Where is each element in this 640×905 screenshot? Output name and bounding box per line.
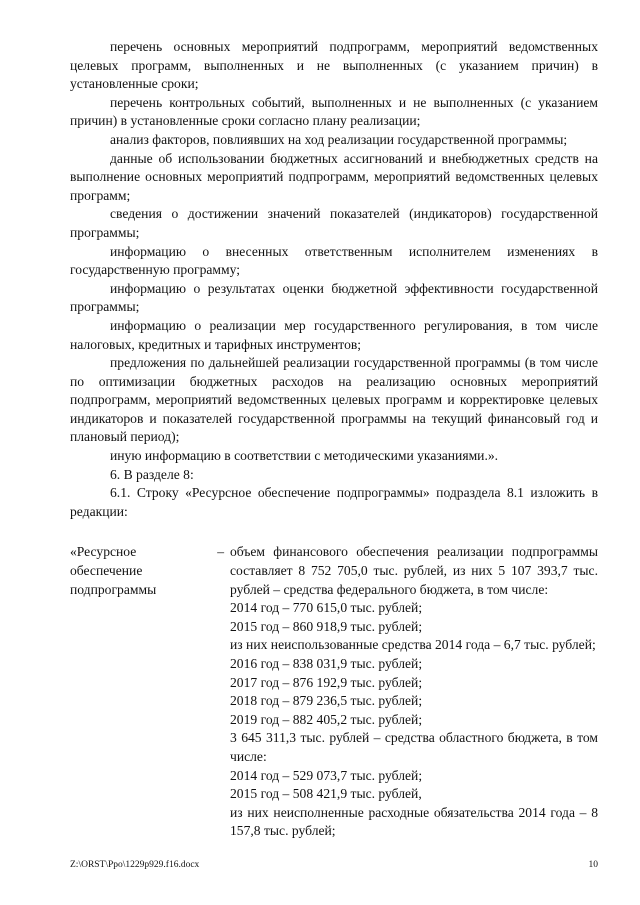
file-path: Z:\ORST\Ppo\1229p929.f16.docx <box>70 860 200 870</box>
value-line-3: 2015 год – 860 918,9 тыс. рублей; <box>230 618 423 634</box>
value-line-6: 2017 год – 876 192,9 тыс. рублей; <box>230 674 423 690</box>
paragraph-4: данные об использовании бюджетных ассигнований и внебюджетных средств на выполнение основных мероприятий подпрограмм, мероприятий ведомственных целевых программ; <box>70 150 598 203</box>
paragraph-6: информацию о внесенных ответственным исполнителем изменениях в государственную программу; <box>70 243 598 278</box>
value-line-4: из них неиспользованные средства 2014 года – 6,7 тыс. рублей; <box>230 637 596 653</box>
page-number: 10 <box>588 860 598 870</box>
value-line-10: 2014 год – 529 073,7 тыс. рублей; <box>230 767 423 783</box>
paragraph-2: перечень контрольных событий, выполненных и не выполненных (с указанием причин) в установленные сроки согласно плану реализации; <box>70 94 598 129</box>
paragraph-9: предложения по дальнейшей реализации государственной программы (в том числе по оптимизации бюджетных расходов на реализацию основных мероприятий подпрограмм, мероприятий ведомственных целевых программ и корректировке целевых индикаторов и показателей государственной программы на текущий финансовый год и плановый период); <box>70 355 598 445</box>
value-line-5: 2016 год – 838 031,9 тыс. рублей; <box>230 656 423 671</box>
paragraph-12: 6.1. Строку «Ресурсное обеспечение подпрограммы» подраздела 8.1 изложить в редакции: <box>70 485 598 519</box>
paragraph-7: информацию о результатах оценки бюджетной эффективности государственной программы; <box>70 280 598 315</box>
label-line-1: «Ресурсное <box>70 544 137 560</box>
value-line-9: 3 645 311,3 тыс. рублей – средства областного бюджета, в том числе: <box>230 730 598 764</box>
page-footer <box>70 859 598 871</box>
paragraph-1: перечень основных мероприятий подпрограмм, мероприятий ведомственных целевых программ, выполненных и не выполненных (с указанием причин) в установленные сроки; <box>70 39 598 92</box>
document-body <box>70 38 598 841</box>
label-line-2: обеспечение <box>70 563 143 579</box>
resource-table-row <box>70 543 598 841</box>
spacer <box>70 521 598 539</box>
value-line-2: 2014 год – 770 615,0 тыс. рублей; <box>230 600 423 616</box>
value-line-1: объем финансового обеспечения реализации подпрограммы составляет 8 752 705,0 тыс. рублей, из них 5 107 393,7 тыс. рублей – средства федерального бюджета, в том числе: <box>230 544 598 597</box>
label-dash: – <box>217 544 224 560</box>
value-line-8: 2019 год – 882 405,2 тыс. рублей; <box>230 711 423 727</box>
paragraph-8: информацию о реализации мер государственного регулирования, в том числе налоговых, кредитных и тарифных инструментов; <box>70 317 598 352</box>
paragraph-3: анализ факторов, повлиявших на ход реализации государственной программы; <box>110 131 568 147</box>
paragraph-10: иную информацию в соответствии с методическими указаниями.». <box>110 448 499 464</box>
value-line-11: 2015 год – 508 421,9 тыс. рублей, <box>230 786 422 802</box>
paragraph-5: сведения о достижении значений показателей (индикаторов) государственной программы; <box>70 206 598 240</box>
resource-table-value-cell <box>230 543 598 841</box>
value-line-7: 2018 год – 879 236,5 тыс. рублей; <box>230 693 423 709</box>
label-line-3: подпрограммы <box>70 581 157 597</box>
resource-table-label-cell <box>70 543 230 599</box>
value-line-12: из них неисполненные расходные обязательства 2014 года – 8 157,8 тыс. рублей; <box>230 804 598 839</box>
label-first-line <box>70 543 224 562</box>
paragraph-11: 6. В разделе 8: <box>110 466 194 482</box>
